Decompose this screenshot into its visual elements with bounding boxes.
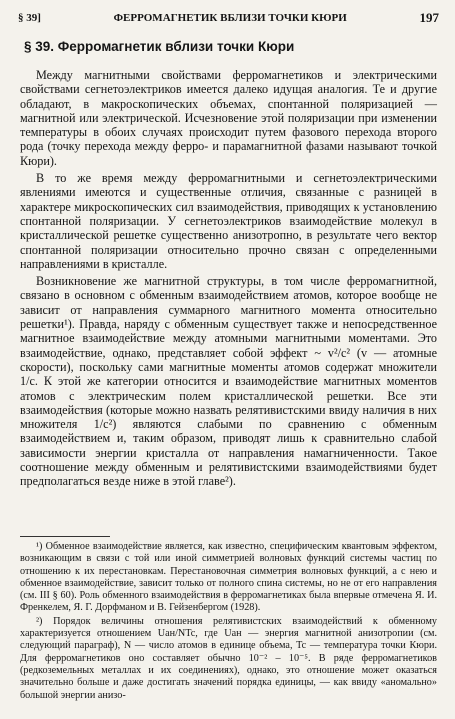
footnote: ¹) Обменное взаимодействие является, как известно, специфическим квантовым эффектом, возникающим в связи с той или иной симметрией волновых функций системы частиц по отношению к их перестановкам. Перестановочная симметрия волновых функций, а с нею и обменное взаимодействие, зависит только от полного спина системы, но не от его направления (см. III § 60). Роль обменного взаимодействия в ферромагнетиках была впервые отмечена Я. И. Френкелем, Я. Г. Дорфманом и В. Гейзенбергом (1928). <box>20 541 437 614</box>
paragraph: Возникновение же магнитной структуры, в том числе ферромагнитной, связано в основном с обменным взаимодействием атомов, которое вообще не зависит от направления суммарного магнитного момента относительно решетки¹). Правда, наряду с обменным существует также и непосредственное магнитное взаимодействие между атомными магнитными моментами. Это взаимодействие, однако, представляет собой эффект ~ v²/c² (v — атомные скорости), поскольку сами магнитные моменты атомов содержат множители 1/c. К этой же категории относится и взаимодействие магнитных моментов атомов с электрическим полем кристаллической решетки. Все эти взаимодействия (которые можно назвать релятивистскими ввиду наличия в них множителя 1/c²) являются слабыми по сравнению с обменным взаимодействием и, таким образом, приводят лишь к сравнительно слабой зависимости энергии кристалла от направления намагниченности. Такое соотношение между обменным и релятивистскими взаимодействиями будет предполагаться везде ниже в этой главе²). <box>20 274 437 489</box>
paragraph: В то же время между ферромагнитными и сегнетоэлектрическими явлениями имеются и существенные отличия, связанные с разницей в характере микроскопических сил взаимодействия, приводящих к установлению спонтанной поляризации. У сегнетоэлектриков взаимодействие молекул в кристаллической решетке существенно анизотропно, в результате чего вектор спонтанной поляризации относительно прочно связан с определенными направлениями в кристалле. <box>20 171 437 271</box>
footnote: ²) Порядок величины отношения релятивистских взаимодействий к обменному характеризуется отношением Uан/NTc, где Uан — энергия магнитной анизотропии (см. следующий параграф), N — число атомов в единице объема, Tc — температура точки Кюри. Для ферромагнетиков оно составляет обычно 10⁻² – 10⁻⁵. В ряде ферромагнетиков (редкоземельных металлах и их соединениях), однако, это отношение может оказаться значительно больше и даже достигать значений порядка единицы, — как ввиду «аномально» большой энергии анизо- <box>20 615 437 701</box>
page-number: 197 <box>419 10 439 25</box>
body-text <box>20 68 437 492</box>
section-heading: § 39. Ферромагнетик вблизи точки Кюри <box>24 39 295 54</box>
footnotes <box>20 541 437 703</box>
running-head <box>18 10 439 26</box>
running-head-section: § 39] <box>18 12 41 24</box>
footnote-separator <box>20 536 110 537</box>
paragraph: Между магнитными свойствами ферромагнетиков и электрическими свойствами сегнетоэлектриков имеется далеко идущая аналогия. Те и другие обладают, в макроскопических объемах, спонтанной поляризацией — магнитной или электрической. Исчезновение этой поляризации при изменении температуры в обоих случаях происходит путем фазового перехода второго рода (точку перехода между ферро- и парамагнитной фазами называют точкой Кюри). <box>20 68 437 168</box>
running-head-title: ФЕРРОМАГНЕТИК ВБЛИЗИ ТОЧКИ КЮРИ <box>113 12 347 24</box>
